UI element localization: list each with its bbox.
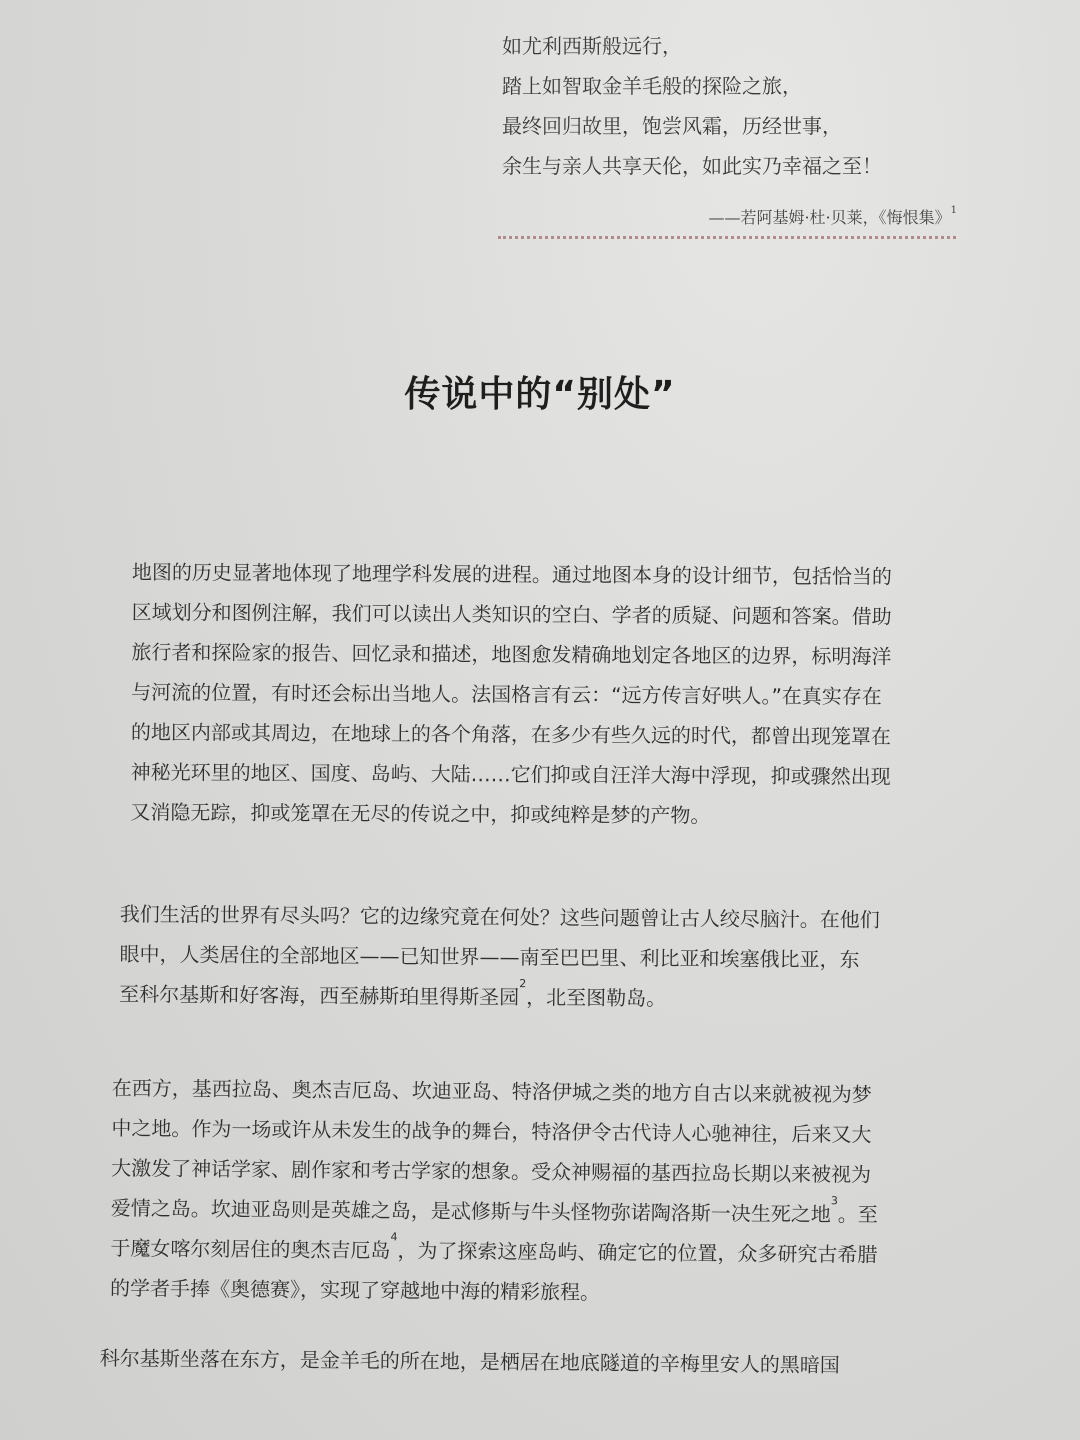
text-line: 区域划分和图例注解，我们可以读出人类知识的空白、学者的质疑、问题和答案。借助 <box>131 599 892 629</box>
footnote-ref: 1 <box>950 205 957 216</box>
epigraph-line: 余生与亲人共享天伦，如此实乃幸福之至！ <box>502 154 882 178</box>
text-segment: ，为了探索这座岛屿、确定它的位置，众多研究古希腊 <box>397 1238 878 1267</box>
text-line <box>111 1188 878 1235</box>
text-line: 眼中，人类居住的全部地区——已知世界——南至巴巴里、利比亚和埃塞俄比亚，东 <box>119 941 860 972</box>
text-line: 旅行者和探险家的报告、回忆录和描述，地图愈发精确地划定各地区的边界，标明海洋 <box>131 639 892 669</box>
text-line: 的学者手捧《奥德赛》，实现了穿越地中海的精彩旅程。 <box>109 1275 601 1305</box>
text-segment: 。至 <box>837 1202 878 1227</box>
text-line: 与河流的位置，有时还会标出当地人。法国格言有云：“远方传言好哄人。”在真实存在 <box>131 679 882 709</box>
dotted-divider <box>498 236 956 239</box>
paragraph-4 <box>100 1338 840 1385</box>
text-line: 我们生活的世界有尽头吗？它的边缘究竟在何处？这些问题曾让古人绞尽脑汁。在他们 <box>119 901 880 932</box>
epigraph-line: 如尤利西斯般远行， <box>502 34 682 58</box>
paragraph-1 <box>130 552 892 837</box>
paragraph-3 <box>110 1068 879 1315</box>
epigraph-attribution <box>502 206 957 230</box>
text-line <box>110 1228 877 1275</box>
attribution-text: ——若阿基姆·杜·贝莱，《悔恨集》 <box>708 208 951 227</box>
text-segment: ，北至图勒岛。 <box>526 985 667 1011</box>
epigraph-line: 踏上如智取金羊毛般的探险之旅， <box>502 74 802 98</box>
text-line: 在西方，基西拉岛、奥杰吉厄岛、坎迪亚岛、特洛伊城之类的地方自古以来就被视为梦 <box>111 1075 872 1107</box>
text-line: 中之地。作为一场或许从未发生的战争的舞台，特洛伊令古代诗人心驰神往，后来又大 <box>111 1115 872 1147</box>
text-segment: 至科尔基斯和好客海，西至赫斯珀里得斯圣园 <box>119 981 520 1010</box>
footnote-ref: 3 <box>830 1194 838 1208</box>
text-segment: 于魔女喀尔刻居住的奥杰吉厄岛 <box>110 1235 391 1263</box>
text-line: 科尔基斯坐落在东方，是金羊毛的所在地，是栖居在地底隧道的辛梅里安人的黑暗国 <box>99 1345 840 1378</box>
footnote-ref: 2 <box>519 977 527 991</box>
text-line: 又消隐无踪，抑或笼罩在无尽的传说之中，抑或纯粹是梦的产物。 <box>130 799 711 828</box>
footnote-ref: 4 <box>390 1230 398 1244</box>
epigraph <box>502 26 962 227</box>
text-line: 地图的历史显著地体现了地理学科发展的进程。通过地图本身的设计细节，包括恰当的 <box>131 559 892 589</box>
text-line: 大激发了神话学家、剧作家和考古学家的想象。受众神赐福的基西拉岛长期以来被视为 <box>111 1155 872 1187</box>
epigraph-line: 最终回归故里，饱尝风霜，历经世事， <box>502 114 842 138</box>
chapter-title: 传说中的“别处” <box>404 374 676 415</box>
text-line: 的地区内部或其周边，在地球上的各个角落，在多少有些久远的时代，都曾出现笼罩在 <box>130 719 891 749</box>
text-segment: 爱情之岛。坎迪亚岛则是英雄之岛，是忒修斯与牛头怪物弥诺陶洛斯一决生死之地 <box>110 1195 831 1227</box>
paragraph-2 <box>119 894 880 1020</box>
text-line <box>119 974 879 1020</box>
text-line: 神秘光环里的地区、国度、岛屿、大陆……它们抑或自汪洋大海中浮现，抑或骤然出现 <box>130 759 891 789</box>
